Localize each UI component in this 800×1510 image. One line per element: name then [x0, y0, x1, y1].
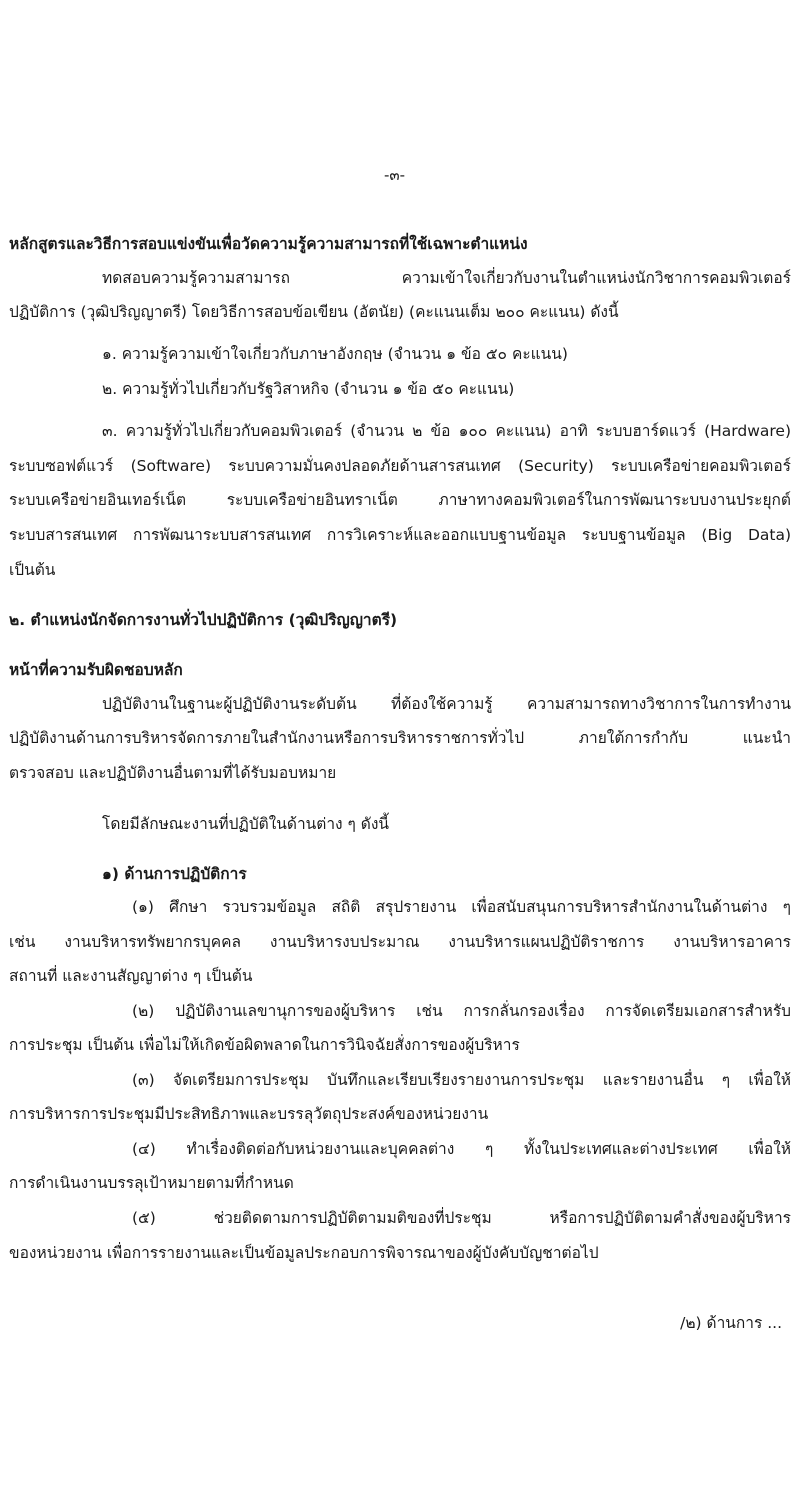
operations-item: (๕) ช่วยติดตามการปฏิบัติตามมติของที่ประชุม หรือการปฏิบัติตามคำสั่งของผู้บริหาร — [132, 1209, 791, 1227]
exam-item: ๒. ความรู้ทั่วไปเกี่ยวกับรัฐวิสาหกิจ (จำนวน ๑ ข้อ ๕๐ คะแนน) — [102, 380, 515, 398]
position-title: ๒. ตำแหน่งนักจัดการงานทั่วไปปฏิบัติการ (วุฒิปริญญาตรี) — [9, 611, 398, 629]
duties-heading: หน้าที่ความรับผิดชอบหลัก — [9, 661, 183, 679]
exam-item-continuation: ระบบเครือข่ายอินเทอร์เน็ต ระบบเครือข่ายอินทราเน็ต ภาษาทางคอมพิวเตอร์ในการพัฒนาระบบงานประยุกต์ — [9, 491, 791, 509]
operations-item-continuation: การดำเนินงานบรรลุเป้าหมายตามที่กำหนด — [9, 1174, 294, 1192]
exam-intro-line: ทดสอบความรู้ความสามารถ ความเข้าใจเกี่ยวกับงานในตำแหน่งนักวิชาการคอมพิวเตอร์ — [102, 269, 791, 287]
exam-intro-line: ปฏิบัติการ (วุฒิปริญญาตรี) โดยวิธีการสอบข้อเขียน (อัตนัย) (คะแนนเต็ม ๒๐๐ คะแนน) ดังนี้ — [9, 303, 619, 321]
page-number: -๓- — [384, 166, 406, 184]
operations-item-continuation: เช่น งานบริหารทรัพยากรบุคคล งานบริหารงบประมาณ งานบริหารแผนปฏิบัติราชการ งานบริหารอาคาร — [9, 933, 791, 951]
exam-item-continuation: เป็นต้น — [9, 561, 56, 579]
operations-heading: ๑) ด้านการปฏิบัติการ — [102, 865, 247, 883]
continuation-marker: /๒) ด้านการ ... — [680, 1314, 782, 1332]
exam-heading: หลักสูตรและวิธีการสอบแข่งขันเพื่อวัดความรู้ความสามารถที่ใช้เฉพาะตำแหน่ง — [9, 235, 528, 253]
work-intro: โดยมีลักษณะงานที่ปฏิบัติในด้านต่าง ๆ ดังนี้ — [102, 815, 390, 833]
operations-item: (๓) จัดเตรียมการประชุม บันทึกและเรียบเรียงรายงานการประชุม และรายงานอื่น ๆ เพื่อให้ — [132, 1071, 791, 1089]
exam-item-continuation: ระบบสารสนเทศ การพัฒนาระบบสารสนเทศ การวิเคราะห์และออกแบบฐานข้อมูล ระบบฐานข้อมูล (Big Data) — [9, 526, 791, 544]
duties-paragraph-line: ปฏิบัติงานในฐานะผู้ปฏิบัติงานระดับต้น ที่ต้องใช้ความรู้ ความสามารถทางวิชาการในการทำงาน — [102, 695, 791, 713]
operations-item: (๔) ทำเรื่องติดต่อกับหน่วยงานและบุคคลต่าง ๆ ทั้งในประเทศและต่างประเทศ เพื่อให้ — [132, 1140, 791, 1158]
operations-item-continuation: สถานที่ และงานสัญญาต่าง ๆ เป็นต้น — [9, 967, 253, 985]
duties-paragraph-line: ปฏิบัติงานด้านการบริหารจัดการภายในสำนักงานหรือการบริหารราชการทั่วไป ภายใต้การกำกับ แนะนำ — [9, 729, 791, 747]
duties-paragraph-line: ตรวจสอบ และปฏิบัติงานอื่นตามที่ได้รับมอบหมาย — [9, 764, 337, 782]
operations-item: (๒) ปฏิบัติงานเลขานุการของผู้บริหาร เช่น การกลั่นกรองเรื่อง การจัดเตรียมเอกสารสำหรับ — [132, 1002, 791, 1020]
exam-item: ๓. ความรู้ทั่วไปเกี่ยวกับคอมพิวเตอร์ (จำนวน ๒ ข้อ ๑๐๐ คะแนน) อาทิ ระบบฮาร์ดแวร์ (Hardware) — [102, 422, 791, 440]
operations-item: (๑) ศึกษา รวบรวมข้อมูล สถิติ สรุปรายงาน เพื่อสนับสนุนการบริหารสำนักงานในด้านต่าง ๆ — [132, 898, 791, 916]
operations-item-continuation: การบริหารการประชุมมีประสิทธิภาพและบรรลุวัตถุประสงค์ของหน่วยงาน — [9, 1105, 489, 1123]
operations-item-continuation: การประชุม เป็นต้น เพื่อไม่ให้เกิดข้อผิดพลาดในการวินิจฉัยสั่งการของผู้บริหาร — [9, 1036, 520, 1054]
exam-item: ๑. ความรู้ความเข้าใจเกี่ยวกับภาษาอังกฤษ (จำนวน ๑ ข้อ ๕๐ คะแนน) — [102, 345, 568, 363]
exam-item-continuation: ระบบซอฟต์แวร์ (Software) ระบบความมั่นคงปลอดภัยด้านสารสนเทศ (Security) ระบบเครือข่ายคอมพิวเตอร์ — [9, 457, 791, 475]
operations-item-continuation: ของหน่วยงาน เพื่อการรายงานและเป็นข้อมูลประกอบการพิจารณาของผู้บังคับบัญชาต่อไป — [9, 1244, 599, 1262]
